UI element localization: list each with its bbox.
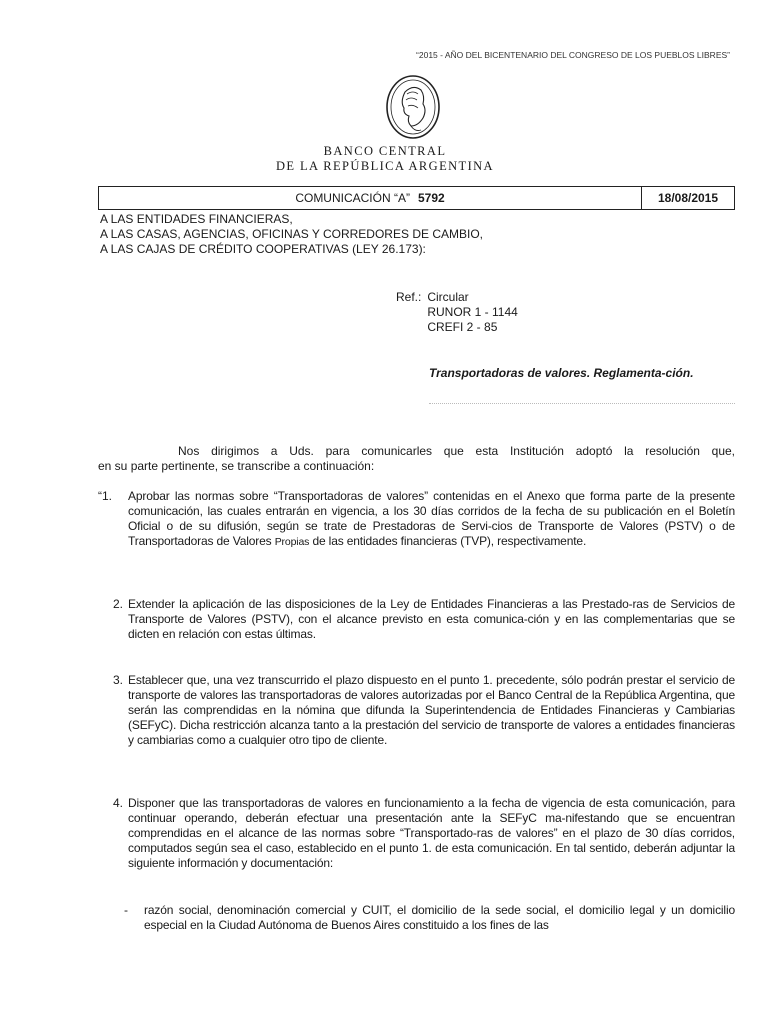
resolution-item-4 [98,796,735,871]
reference-block [396,290,518,335]
communication-date: 18/08/2015 [657,191,719,205]
intro-line: Nos dirigimos a Uds. para comunicarles que esta Institución adoptó la resolución que, [178,444,735,458]
addressee-line: A LAS CASAS, AGENCIAS, OFICINAS Y CORREDORES DE CAMBIO, [100,227,483,241]
bank-name [0,144,770,174]
item-text: Disponer que las transportadoras de valores en funcionamiento a la fecha de vigencia de esta comunicación, para continuar operando, deberán efectuar una presentación ante la SEFyC ma-nifestando que se encuentran comprendidas en el alcance de las normas sobre “Transportado-ras de valores” en el plazo de 30 días corridos, computados según sea el caso, establecido en el punto 1. de esta comunicación. En tal sentido, deberán adjuntar la siguiente información y documentación: [128,796,735,870]
bank-seal-icon [385,74,441,140]
sub-item-text: razón social, denominación comercial y CUIT, el domicilio de la sede social, el domicilio legal y un domicilio especial en la Ciudad Autónoma de Buenos Aires constituido a los fines de las [144,903,735,932]
item-number: 3. [112,673,123,687]
reference-line: Circular [427,290,469,304]
item-text: Aprobar las normas sobre “Transportadoras de valores” contenidas en el Anexo que forma parte de la presente comunicación, las cuales entrarán en vigencia, a los 30 días corridos de la fecha de su publicación en el Boletín Oficial o de su difusión, según se trate de Prestadoras de Servi-cios de Transporte de Valores (PSTV) o de Transportadoras de Valores Propias de las entidades financieras (TVP), respectivamente. [128,489,735,548]
intro-line: en su parte pertinente, se transcribe a continuación: [98,459,375,473]
sub-item-dash: - [124,903,128,917]
item-number: 2. [112,597,123,611]
reference-line: CREFI 2 - 85 [427,320,498,334]
resolution-item-1 [98,489,735,550]
communication-header [98,186,735,210]
subject-divider [429,403,735,404]
item-text: Extender la aplicación de las disposiciones de la Ley de Entidades Financieras a las Prestado-ras de Servicios de Transporte de Valores (PSTV), con el alcance previsto en esta comunica-ción y en las complementarias que se dicten en relación con estas últimas. [128,597,735,641]
bank-name-line1: BANCO CENTRAL [323,144,447,158]
document-motto: “2015 - AÑO DEL BICENTENARIO DEL CONGRESO DE LOS PUEBLOS LIBRES” [416,50,730,60]
bank-name-line2: DE LA REPÚBLICA ARGENTINA [276,159,494,173]
subject-line: Transportadoras de valores. Reglamenta-ción. [429,366,694,380]
addressee-line: A LAS CAJAS DE CRÉDITO COOPERATIVAS (LEY 26.173): [100,242,426,256]
resolution-item-3 [98,673,735,748]
item-number: “1. [98,489,113,503]
addressee-line: A LAS ENTIDADES FINANCIERAS, [100,212,293,226]
item-number: 4. [112,796,123,810]
reference-label: Ref.: [396,290,422,304]
communication-number: 5792 [417,191,445,205]
communication-label: COMUNICACIÓN “A” [295,191,410,205]
communication-id-cell [99,187,642,209]
resolution-item-2 [98,597,735,642]
item-text: Establecer que, una vez transcurrido el plazo dispuesto en el punto 1. precedente, sólo podrán prestar el servicio de transporte de valores las transportadoras de valores autorizadas por el Banco Central de la República Argentina, que serán las comprendidas en la nómina que difunda la Superintendencia de Entidades Financieras y Cambiarias (SEFyC). Dicha restricción alcanza tanto a la prestación del servicio de transporte de valores a entidades financieras y cambiarias como a cualquier otro tipo de cliente. [128,673,735,747]
reference-line: RUNOR 1 - 1144 [427,305,518,319]
sub-item [124,903,735,933]
intro-paragraph [98,444,735,474]
addressee-block [100,212,483,257]
